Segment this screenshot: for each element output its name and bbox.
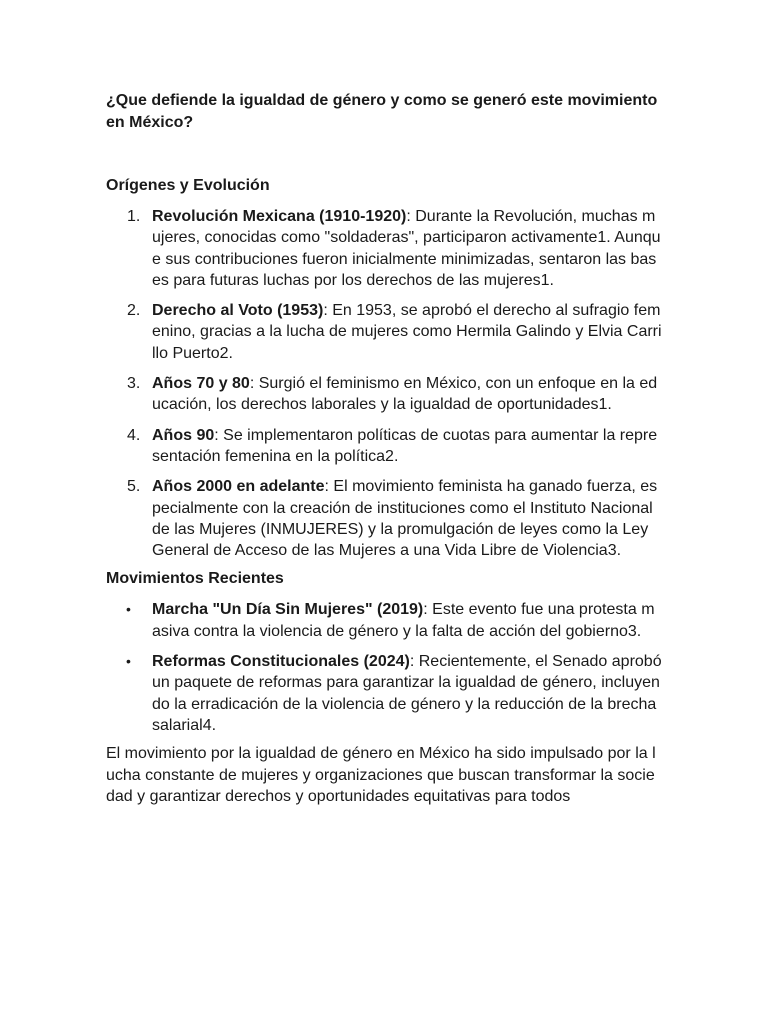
list-item-title: Años 90 [152,426,215,444]
list-item [106,476,662,561]
list-item [106,300,662,364]
list-item [106,425,662,468]
list-number: 1. [127,208,141,225]
bullet-item [106,599,662,642]
list-item [106,373,662,416]
list-item-text: : En 1953, se aprobó el derecho al sufragio femenino, gracias a la lucha de mujeres como Hermila Galindo y Elvia Carrillo Puerto2. [152,302,662,362]
list-number: 3. [127,375,141,393]
bullet-item-text: : Este evento fue una protesta masiva contra la violencia de género y la falta de acción del gobierno3. [152,601,655,640]
bullet-item-title: Reformas Constitucionales (2024) [152,653,410,671]
conclusion-paragraph: El movimiento por la igualdad de género en México ha sido impulsado por la lucha constante de mujeres y organizaciones que buscan transformar la sociedad y garantizar derechos y oportunidades equitativas para todos [106,745,656,805]
list-item [106,206,662,291]
list-number: 2. [127,302,141,320]
list-item-title: Revolución Mexicana (1910-1920) [152,208,407,225]
section-heading-recent: Movimientos Recientes [106,570,284,588]
list-item-text: : Surgió el feminismo en México, con un enfoque en la educación, los derechos laborales y la igualdad de oportunidades1. [152,375,658,414]
bullet-item [106,651,662,736]
list-item-title: Años 70 y 80 [152,375,250,393]
list-number: 4. [127,426,141,444]
bullet-icon: • [126,653,131,670]
bullet-icon: • [126,601,131,618]
list-item-title: Años 2000 en adelante [152,478,325,496]
document-body [106,90,662,823]
document-title: ¿Que defiende la igualdad de género y como se generó este movimiento en México? [106,92,658,131]
section-heading-origins: Orígenes y Evolución [106,177,270,194]
bullet-item-text: : Recientemente, el Senado aprobó un paquete de reformas para garantizar la igualdad de género, incluyendo la erradicación de la violencia de género y la reducción de la brecha salarial4. [152,653,662,734]
list-number: 5. [127,478,141,496]
list-item-text: : Se implementaron políticas de cuotas para aumentar la representación femenina en la política2. [152,426,658,465]
list-item-text: : Durante la Revolución, muchas mujeres, conocidas como "soldaderas", participaron activamente1. Aunque sus contribuciones fueron inicialmente minimizadas, sentaron las bases para futuras luchas por los derechos de las mujeres1. [152,208,661,289]
bullet-item-title: Marcha "Un Día Sin Mujeres" (2019) [152,601,424,619]
list-item-title: Derecho al Voto (1953) [152,302,324,320]
list-item-text: : El movimiento feminista ha ganado fuerza, especialmente con la creación de instituciones como el Instituto Nacional de las Mujeres (INMUJERES) y la promulgación de leyes como la Ley General de Acceso de las Mujeres a una Vida Libre de Violencia3. [152,478,658,560]
